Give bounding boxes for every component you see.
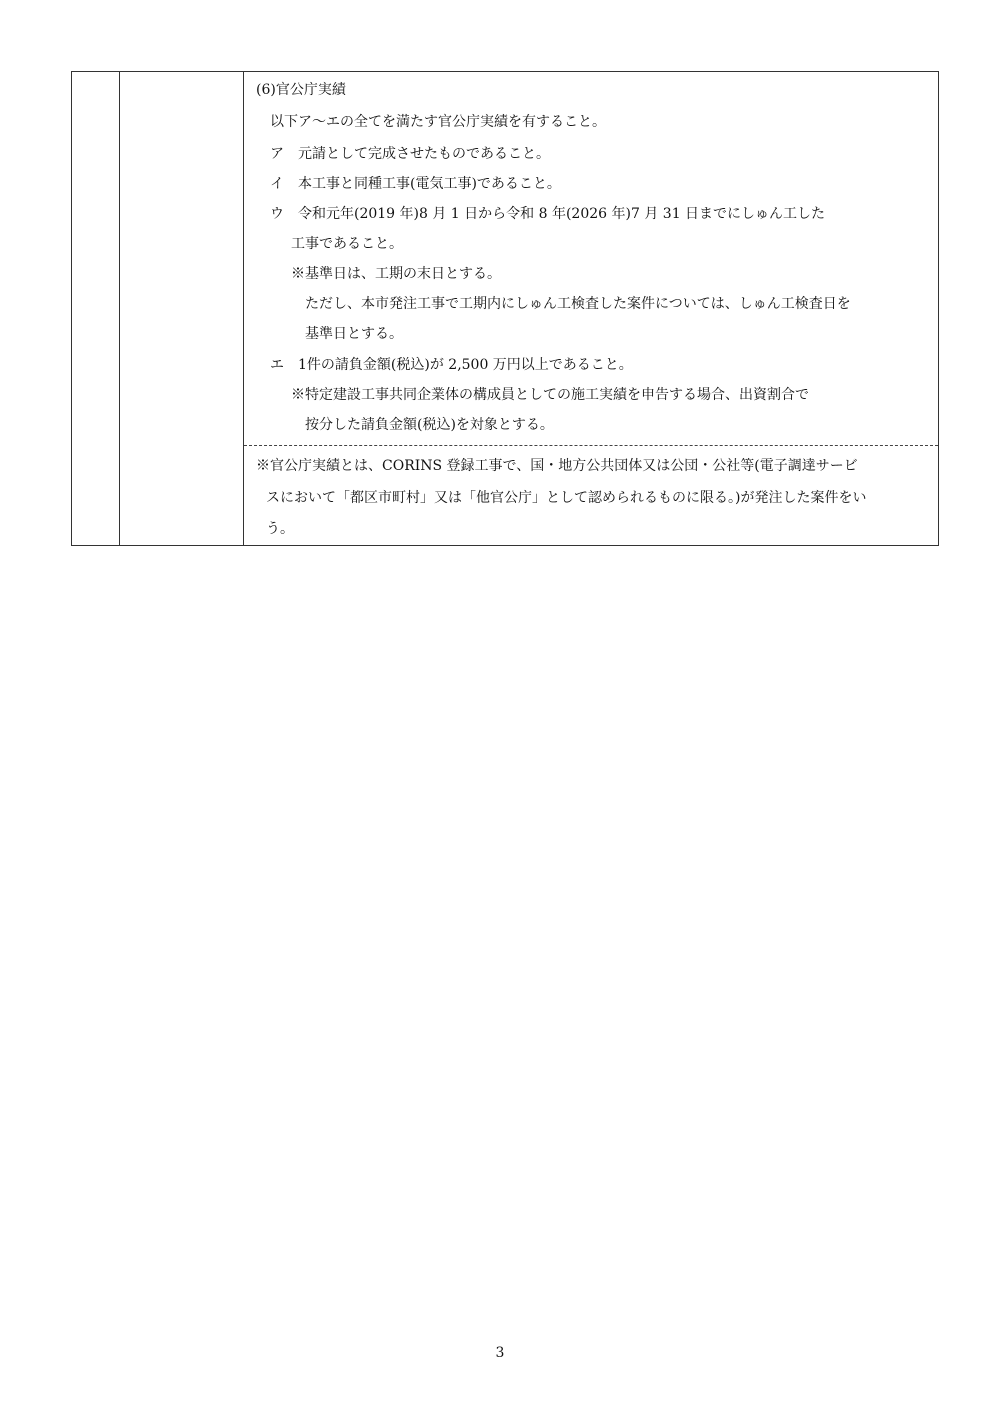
requirement-item-i: イ 本工事と同種工事(電気工事)であること。	[270, 176, 561, 192]
requirement-note-basedate: ※基準日は、工期の末日とする。	[291, 266, 501, 282]
definition-line-2: スにおいて「都区市町村」又は「他官公庁」として認められるものに限る。)が発注した案件をい	[266, 490, 867, 506]
requirement-note-basedate-detail: ただし、本市発注工事で工期内にしゅん工検査した案件については、しゅん工検査日を	[305, 296, 851, 312]
section-intro: 以下ア～エの全てを満たす官公庁実績を有すること。	[270, 114, 606, 130]
page-number: 3	[495, 1345, 505, 1361]
definition-note-cell	[244, 446, 938, 545]
requirement-cell	[244, 72, 938, 446]
requirements-table	[71, 71, 939, 546]
requirement-note-jv-cont: 按分した請負金額(税込)を対象とする。	[305, 417, 554, 433]
requirement-note-jv: ※特定建設工事共同企業体の構成員としての施工実績を申告する場合、出資割合で	[291, 387, 809, 403]
table-column-content	[244, 72, 938, 545]
table-column-item	[120, 72, 244, 545]
requirement-item-e: エ 1件の請負金額(税込)が 2,500 万円以上であること。	[270, 357, 633, 373]
requirement-note-basedate-cont: 基準日とする。	[305, 326, 403, 342]
requirement-item-u-cont: 工事であること。	[291, 236, 403, 252]
requirement-item-u: ウ 令和元年(2019 年)8 月 1 日から令和 8 年(2026 年)7 月 31 日までにしゅん工した	[270, 206, 826, 222]
table-column-category	[72, 72, 120, 545]
section-heading: (6)官公庁実績	[256, 82, 346, 98]
definition-line-3: う。	[266, 521, 294, 537]
requirement-item-a: ア 元請として完成させたものであること。	[270, 146, 550, 162]
definition-line-1: ※官公庁実績とは、CORINS 登録工事で、国・地方公共団体又は公団・公社等(電子調達サービ	[256, 458, 858, 474]
